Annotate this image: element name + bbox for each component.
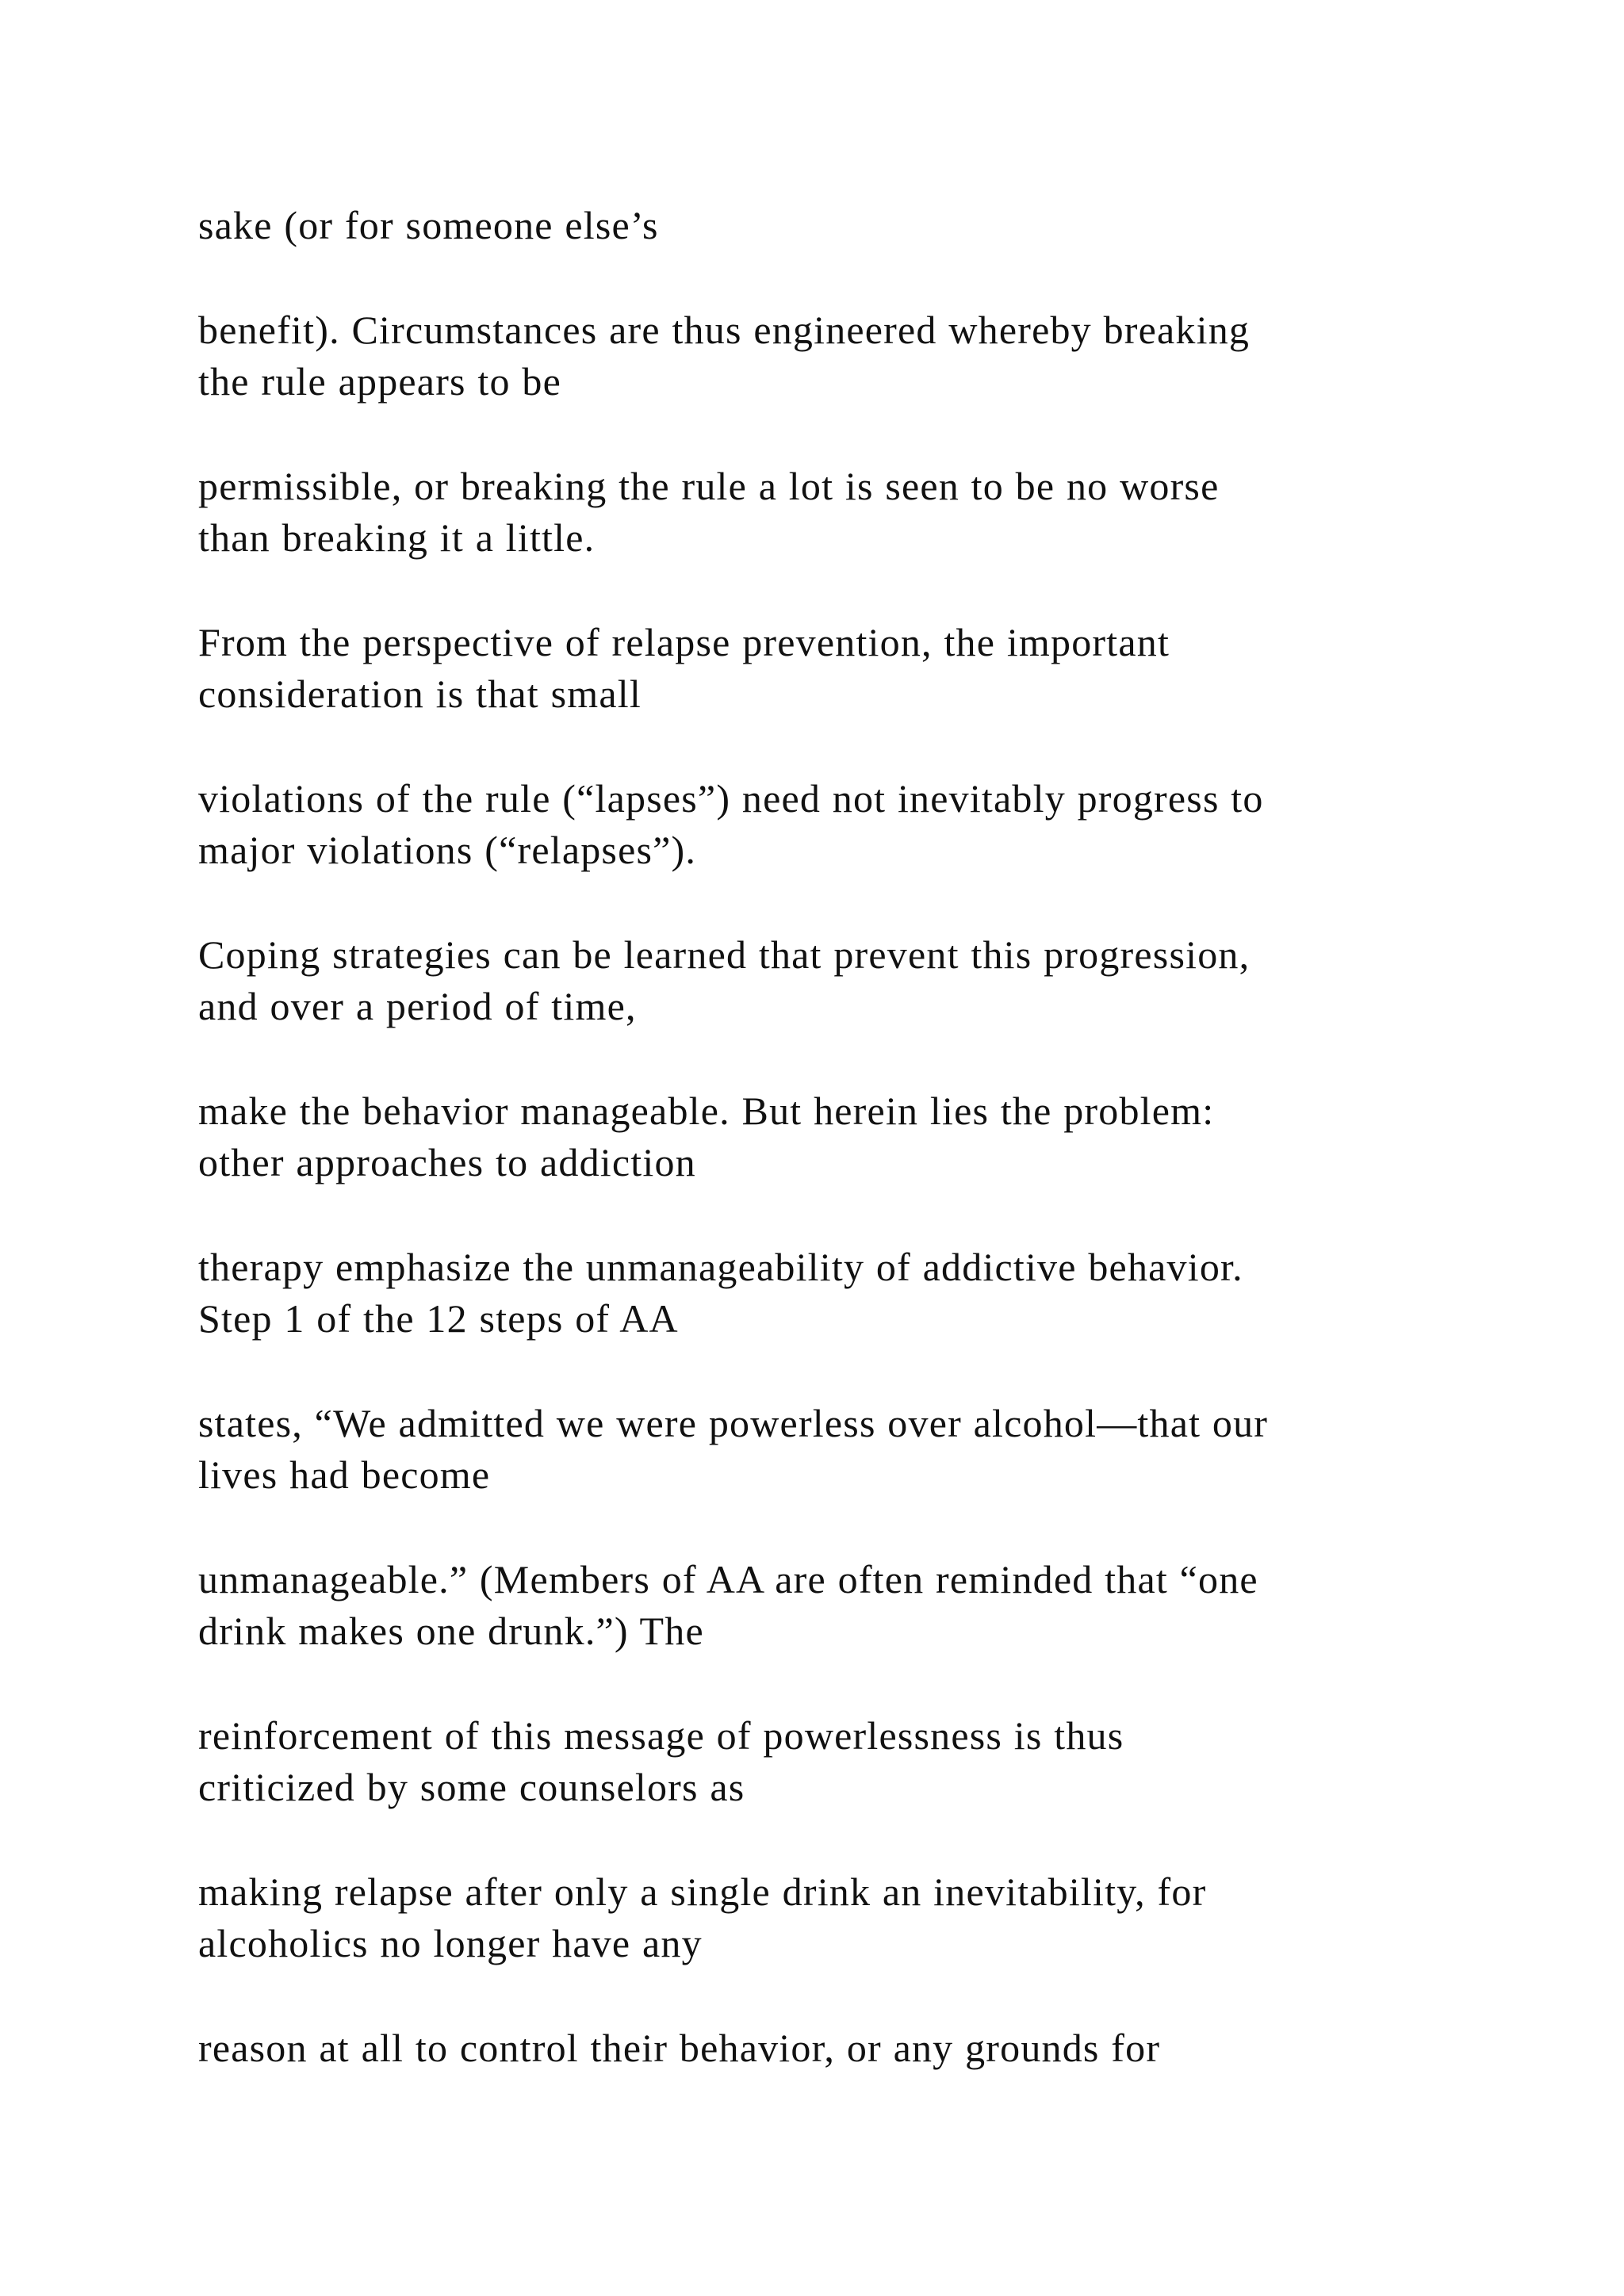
paragraph-11 bbox=[198, 1710, 1499, 1813]
paragraph-6 bbox=[198, 929, 1499, 1032]
paragraph-8 bbox=[198, 1242, 1499, 1345]
text-line: Coping strategies can be learned that prevent this progression, bbox=[198, 932, 1251, 977]
text-line: reinforcement of this message of powerlessness is thus bbox=[198, 1713, 1124, 1758]
paragraph-5 bbox=[198, 773, 1499, 876]
paragraph-12 bbox=[198, 1866, 1499, 1969]
paragraph-7 bbox=[198, 1085, 1499, 1188]
text-line: benefit). Circumstances are thus engineered whereby breaking bbox=[198, 308, 1251, 352]
text-line: consideration is that small bbox=[198, 672, 642, 716]
paragraph-3 bbox=[198, 461, 1499, 564]
text-line: therapy emphasize the unmanageability of addictive behavior. bbox=[198, 1245, 1243, 1289]
body-text bbox=[198, 200, 1499, 2127]
paragraph-10 bbox=[198, 1554, 1499, 1657]
text-line: reason at all to control their behavior, or any grounds for bbox=[198, 2026, 1161, 2070]
paragraph-4 bbox=[198, 617, 1499, 720]
paragraph-9 bbox=[198, 1398, 1499, 1501]
text-line: the rule appears to be bbox=[198, 359, 561, 404]
text-line: permissible, or breaking the rule a lot is seen to be no worse bbox=[198, 464, 1220, 508]
text-line: Step 1 of the 12 steps of AA bbox=[198, 1296, 679, 1341]
text-line: than breaking it a little. bbox=[198, 515, 596, 560]
text-line: From the perspective of relapse prevention, the important bbox=[198, 620, 1170, 664]
text-line: making relapse after only a single drink an inevitability, for bbox=[198, 1869, 1207, 1914]
text-line: and over a period of time, bbox=[198, 984, 637, 1028]
text-line: alcoholics no longer have any bbox=[198, 1921, 703, 1965]
paragraph-13 bbox=[198, 2022, 1499, 2074]
text-line: sake (or for someone else’s bbox=[198, 203, 659, 247]
text-line: drink makes one drunk.”) The bbox=[198, 1609, 704, 1653]
text-line: other approaches to addiction bbox=[198, 1140, 696, 1184]
text-line: make the behavior manageable. But herein lies the problem: bbox=[198, 1089, 1215, 1133]
text-line: unmanageable.” (Members of AA are often reminded that “one bbox=[198, 1557, 1258, 1601]
text-line: lives had become bbox=[198, 1452, 491, 1497]
text-line: criticized by some counselors as bbox=[198, 1765, 745, 1809]
text-line: states, “We admitted we were powerless over alcohol—that our bbox=[198, 1401, 1269, 1445]
text-line: major violations (“relapses”). bbox=[198, 828, 697, 872]
paragraph-2 bbox=[198, 304, 1499, 408]
paragraph-1 bbox=[198, 200, 1499, 251]
text-line: violations of the rule (“lapses”) need not inevitably progress to bbox=[198, 776, 1264, 821]
